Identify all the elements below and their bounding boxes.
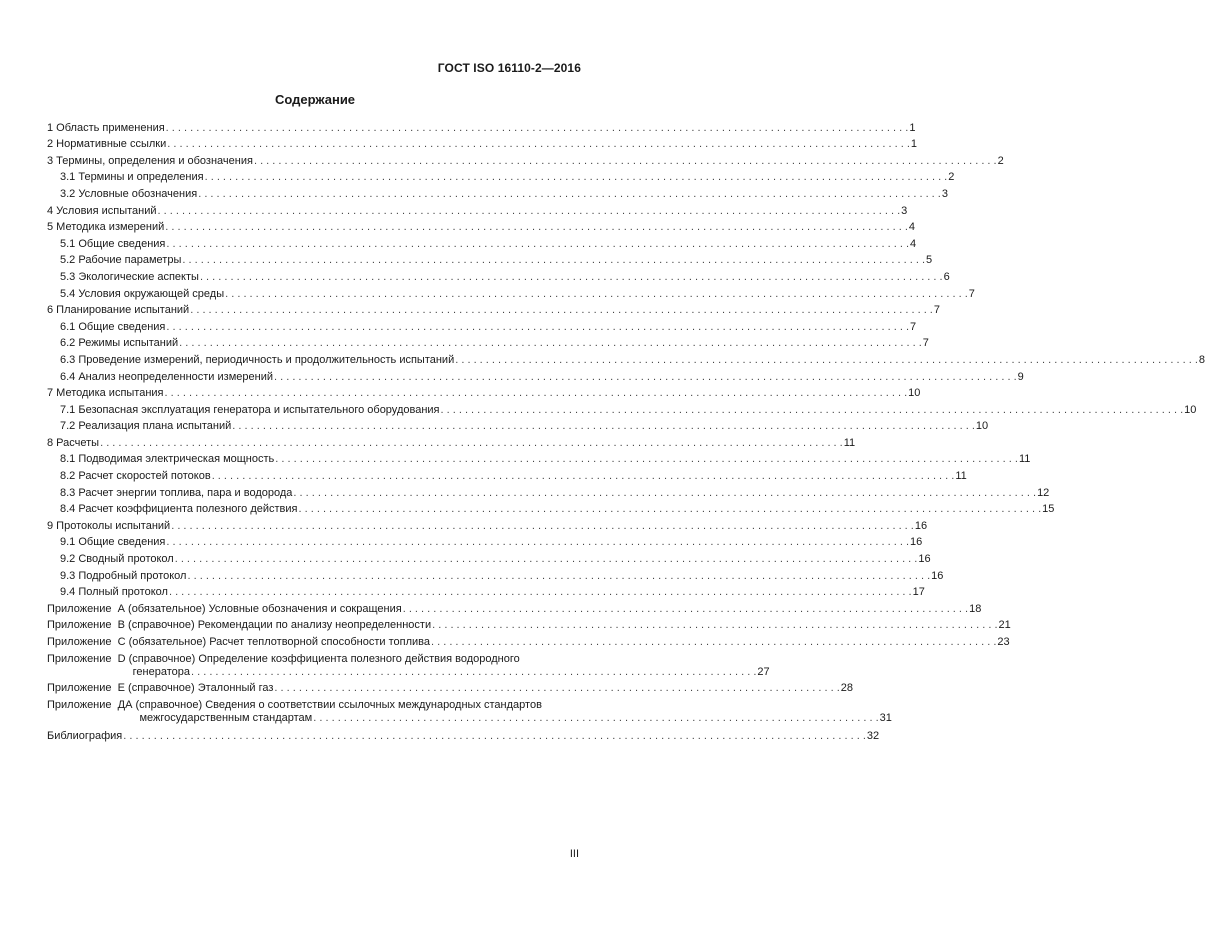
toc-entry-page: 18 [969, 602, 982, 615]
annex-title-line1: (справочное) Эталонный газ [128, 682, 274, 695]
annex-prefix: Приложение D [47, 652, 129, 665]
toc-entry[interactable] [47, 135, 918, 152]
annex-title-line2: межгосударственным стандартам [139, 711, 313, 724]
dot-leader [403, 603, 968, 616]
toc-subentry[interactable] [47, 267, 950, 284]
toc-entry-page: 16 [910, 536, 923, 549]
toc-entry-page: 10 [1184, 403, 1197, 416]
toc-entry-label: 5.3 Экологические аспекты [60, 270, 199, 283]
dot-leader [431, 636, 996, 649]
annex-title-line1: (обязательное) Условные обозначения и сокращения [128, 602, 402, 615]
toc-subentry[interactable] [47, 251, 933, 268]
dot-leader [191, 666, 756, 679]
toc-entry-page: 28 [840, 682, 854, 695]
toc-entry-page: 7 [910, 320, 917, 333]
toc-entry-label: 9.1 Общие сведения [60, 536, 166, 549]
toc-entry-label: 7.2 Реализация плана испытаний [60, 420, 232, 433]
toc-entry-label: 9 Протоколы испытаний [47, 519, 171, 532]
annex-title-line1: (справочное) Сведения о соответствии ссылочных международных стандартов [135, 698, 542, 711]
annex-prefix: Приложение E [47, 682, 129, 695]
toc-entry-page: 11 [843, 436, 856, 449]
dot-leader [232, 420, 975, 433]
dot-leader [275, 453, 1018, 466]
dot-leader [166, 536, 909, 549]
toc-entry[interactable] [47, 516, 928, 533]
dot-leader [158, 205, 901, 218]
toc-entry-page: 7 [933, 304, 940, 317]
dot-leader [205, 171, 948, 184]
dot-leader [293, 487, 1036, 500]
toc-entry-page: 10 [975, 420, 989, 433]
toc-entry-page: 17 [912, 586, 925, 599]
toc-entry-label: 3 Термины, определения и обозначения [47, 154, 253, 167]
toc-annex-entry[interactable] [47, 636, 1010, 649]
table-of-contents [47, 118, 1205, 743]
toc-entry-label: 1 Область применения [47, 121, 165, 134]
dot-leader [190, 304, 933, 317]
dot-leader [313, 712, 878, 725]
annex-prefix: Приложение А [47, 602, 129, 615]
toc-entry-page: 6 [943, 270, 950, 283]
toc-entry[interactable] [47, 301, 940, 318]
toc-entry-label: 6.3 Проведение измерений, периодичность и продолжительность испытаний [60, 353, 455, 366]
dot-leader [274, 371, 1017, 384]
toc-entry-label: 7.1 Безопасная эксплуатация генератора и испытательного оборудования [60, 403, 440, 416]
dot-leader [166, 122, 909, 135]
annex-prefix: Приложение C [47, 636, 129, 648]
toc-subentry[interactable] [47, 400, 1197, 417]
toc-entry-label: 6.4 Анализ неопределенности измерений [60, 370, 273, 383]
toc-entry-page: 2 [997, 154, 1004, 167]
toc-entry[interactable] [47, 118, 916, 135]
dot-leader [182, 254, 925, 267]
toc-annex-entry[interactable] [47, 682, 854, 695]
toc-entry-label: 4 Условия испытаний [47, 204, 157, 217]
toc-entry-label: 8.3 Расчет энергии топлива, пара и водорода [60, 486, 293, 499]
page-number: III [569, 848, 579, 860]
toc-entry-page: 23 [997, 636, 1010, 648]
dot-leader [254, 155, 997, 168]
toc-bibliography[interactable] [47, 727, 880, 744]
toc-entry-label: 8.1 Подводимая электрическая мощность [60, 453, 275, 466]
dot-leader [200, 271, 943, 284]
toc-entry-page: 4 [908, 221, 916, 234]
toc-subentry[interactable] [47, 450, 1031, 467]
dot-leader [166, 321, 909, 334]
toc-annex-entry[interactable] [47, 698, 892, 725]
toc-subentry[interactable] [47, 350, 1205, 367]
toc-subentry[interactable] [47, 184, 948, 201]
toc-subentry[interactable] [47, 234, 917, 251]
toc-entry-label: 7 Методика испытания [47, 387, 164, 400]
annex-prefix: Приложение ДА [47, 698, 136, 711]
toc-entry[interactable] [47, 433, 856, 450]
dot-leader [123, 730, 866, 743]
toc-subentry[interactable] [47, 549, 931, 566]
toc-entry-label: 9.3 Подробный протокол [60, 569, 187, 582]
dot-leader [455, 354, 1198, 367]
toc-entry-label: 3.1 Термины и определения [60, 171, 204, 184]
toc-entry-page: 31 [879, 711, 892, 724]
toc-subentry[interactable] [47, 367, 1024, 384]
toc-entry-page: 12 [1037, 486, 1050, 499]
toc-subentry[interactable] [47, 483, 1050, 500]
dot-leader [100, 437, 843, 450]
annex-prefix: Приложение B [47, 619, 129, 632]
dot-leader [165, 221, 908, 234]
toc-entry-page: 15 [1042, 503, 1055, 516]
toc-entry-page: 7 [922, 337, 929, 350]
toc-subentry[interactable] [47, 417, 989, 434]
toc-entry-page: 11 [1018, 453, 1031, 466]
toc-entry-page: 3 [901, 204, 908, 217]
toc-entry-label: 5.1 Общие сведения [60, 237, 166, 250]
dot-leader [175, 553, 918, 566]
toc-subentry[interactable] [47, 466, 967, 483]
dot-leader [179, 337, 922, 350]
toc-entry-page: 11 [955, 470, 967, 483]
dot-leader [441, 404, 1184, 417]
toc-entry-label: 3.2 Условные обозначения [60, 187, 198, 200]
annex-title-line2: генератора [132, 665, 190, 678]
dot-leader [225, 288, 968, 301]
annex-title-line1: (справочное) Рекомендации по анализу неопределенности [128, 619, 432, 632]
annex-title-line1: (обязательное) Расчет теплотворной способности топлива [128, 636, 430, 648]
toc-entry[interactable] [47, 384, 921, 401]
toc-entry-page: 7 [968, 287, 975, 300]
toc-entry-label: 8.2 Расчет скоростей потоков [60, 470, 211, 483]
toc-title: Содержание [274, 92, 356, 107]
toc-entry[interactable] [47, 151, 1004, 168]
dot-leader [212, 470, 955, 483]
annex-title-line1: (справочное) Определение коэффициента полезного действия водородного [128, 652, 520, 665]
toc-entry-page: 10 [908, 387, 921, 400]
toc-entry-page: 3 [941, 187, 948, 200]
toc-entry-page: 1 [909, 121, 916, 134]
toc-entry-label: 6.2 Режимы испытаний [60, 337, 179, 350]
toc-subentry[interactable] [47, 583, 925, 600]
toc-entry-label: 5 Методика измерений [47, 221, 165, 234]
dot-leader [165, 387, 908, 400]
document-code: ГОСТ ISO 16110-2—2016 [437, 61, 581, 75]
dot-leader [432, 619, 997, 632]
toc-entry-page: 16 [914, 519, 928, 532]
dot-leader [274, 682, 839, 695]
toc-subentry[interactable] [47, 566, 944, 583]
toc-entry-page: 16 [918, 553, 931, 566]
toc-entry-page: 4 [910, 237, 917, 250]
toc-entry-label: 2 Нормативные ссылки [47, 138, 167, 151]
toc-entry-label: 9.2 Сводный протокол [60, 553, 174, 566]
toc-subentry[interactable] [47, 533, 923, 550]
dot-leader [169, 586, 912, 599]
toc-entry-label: 8 Расчеты [47, 436, 100, 449]
toc-subentry[interactable] [47, 168, 955, 185]
toc-annex-entry[interactable] [47, 619, 1011, 632]
toc-entry-label: 6.1 Общие сведения [60, 320, 166, 333]
toc-annex-entry[interactable] [47, 652, 770, 679]
toc-entry-label: 9.4 Полный протокол [60, 586, 168, 599]
toc-subentry[interactable] [47, 284, 975, 301]
toc-entry-page: 2 [948, 171, 955, 184]
toc-entry[interactable] [47, 201, 908, 218]
toc-entry-page: 8 [1198, 353, 1205, 366]
toc-entry-label: 5.2 Рабочие параметры [60, 254, 182, 267]
toc-entry-page: 16 [931, 569, 944, 582]
toc-entry-page: 32 [866, 730, 880, 743]
dot-leader [167, 138, 910, 151]
dot-leader [299, 503, 1042, 516]
toc-entry-label: Библиография [47, 730, 123, 743]
toc-entry-label: 6 Планирование испытаний [47, 304, 190, 317]
toc-subentry[interactable] [47, 500, 1055, 517]
toc-entry-page: 21 [998, 619, 1011, 632]
toc-entry-page: 9 [1017, 370, 1024, 383]
toc-annex-entry[interactable] [47, 602, 982, 616]
toc-entry-label: 5.4 Условия окружающей среды [60, 287, 225, 300]
dot-leader [198, 188, 941, 201]
toc-entry[interactable] [47, 218, 916, 235]
toc-entry-page: 5 [926, 254, 933, 267]
toc-entry-label: 8.4 Расчет коэффициента полезного действия [60, 503, 298, 516]
dot-leader [171, 520, 914, 533]
dot-leader [166, 238, 909, 251]
toc-entry-page: 1 [910, 138, 918, 151]
toc-subentry[interactable] [47, 334, 929, 351]
toc-subentry[interactable] [47, 317, 917, 334]
dot-leader [187, 570, 930, 583]
toc-entry-page: 27 [757, 665, 770, 678]
